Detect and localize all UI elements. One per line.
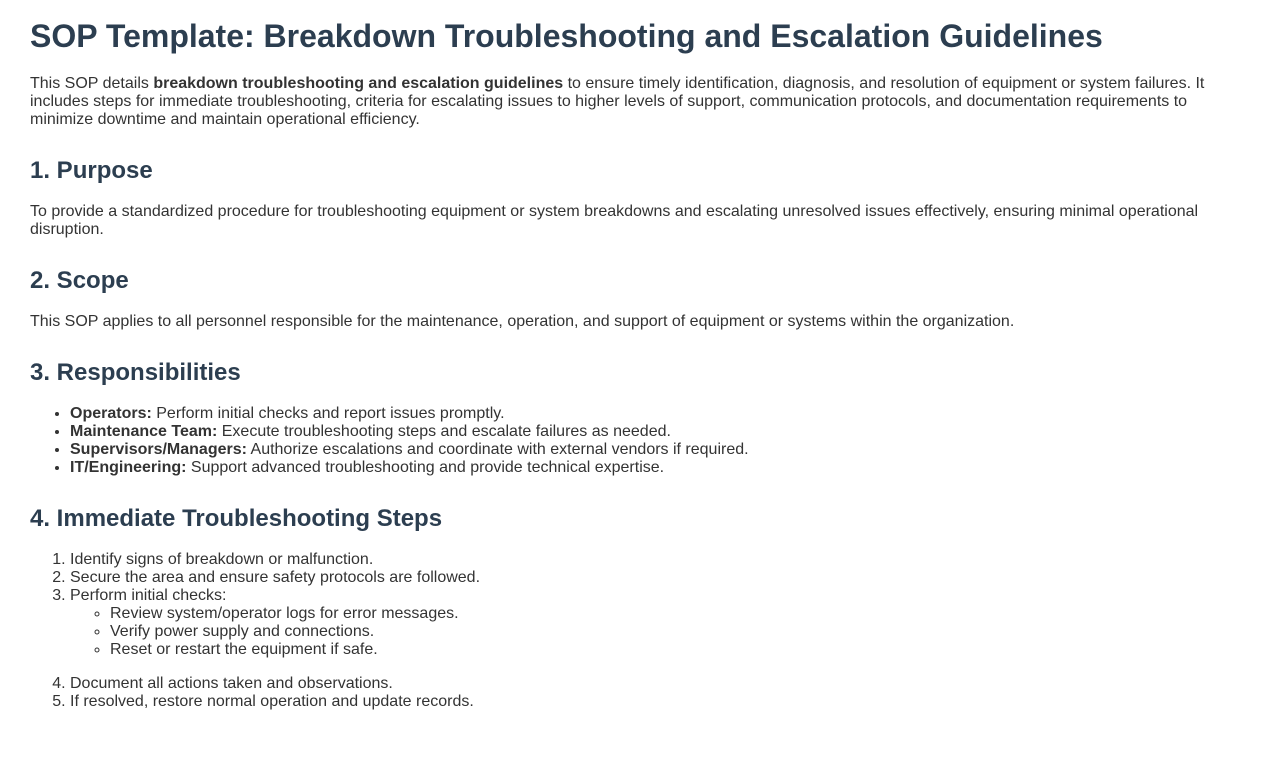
step-item: 5. If resolved, restore normal operation and update records. <box>70 693 1233 711</box>
list-item <box>70 459 1233 477</box>
page-title: SOP Template: Breakdown Troubleshooting and Escalation Guidelines <box>30 18 1103 54</box>
list-item <box>70 441 1233 459</box>
scope-paragraph: This SOP applies to all personnel responsible for the maintenance, operation, and support of equipment or systems within the organization. <box>30 313 1015 330</box>
role-description: Support advanced troubleshooting and provide technical expertise. <box>186 459 665 476</box>
purpose-paragraph: To provide a standardized procedure for troubleshooting equipment or system breakdowns and escalating unresolved issues effectively, ensuring minimal operational disruption. <box>30 203 1199 238</box>
step-text: Perform initial checks: <box>70 587 227 604</box>
role-label: Supervisors/Managers: <box>70 441 247 458</box>
list-item <box>70 423 1233 441</box>
section-heading-purpose: 1. Purpose <box>30 157 153 184</box>
section-heading-responsibilities: 3. Responsibilities <box>30 359 241 386</box>
substep-item: ◦ Verify power supply and connections. <box>110 623 1233 641</box>
sop-document <box>30 18 1233 711</box>
step-item: 4. Document all actions taken and observations. <box>70 675 1233 693</box>
role-label: IT/Engineering: <box>70 459 187 476</box>
intro-paragraph <box>30 75 1233 129</box>
role-label: Operators: <box>70 405 152 422</box>
substep-item: ◦ Reset or restart the equipment if safe. <box>110 641 1233 659</box>
step-item: 2. Secure the area and ensure safety protocols are followed. <box>70 569 1233 587</box>
responsibilities-list <box>30 405 1233 477</box>
intro-text-post: to ensure timely identification, diagnosis, and resolution of equipment or system failures. It includes steps for immediate troubleshooting, criteria for escalating issues to higher levels of support, communication protocols, and documentation requirements to minimize downtime and maintain operational efficiency. <box>30 75 1205 128</box>
step-item: 1. Identify signs of breakdown or malfunction. <box>70 551 1233 569</box>
section-heading-troubleshooting-steps: 4. Immediate Troubleshooting Steps <box>30 505 443 532</box>
section-heading-scope: 2. Scope <box>30 267 129 294</box>
role-description: Execute troubleshooting steps and escalate failures as needed. <box>217 423 671 440</box>
intro-text-pre: This SOP details <box>30 75 154 92</box>
substep-item: ◦ Review system/operator logs for error messages. <box>110 605 1233 623</box>
list-item <box>70 405 1233 423</box>
role-description: Perform initial checks and report issues promptly. <box>151 405 505 422</box>
role-description: Authorize escalations and coordinate with external vendors if required. <box>246 441 749 458</box>
intro-text-bold: breakdown troubleshooting and escalation guidelines <box>153 75 564 92</box>
initial-checks-sublist <box>70 605 1233 659</box>
troubleshooting-steps-list <box>30 551 1233 711</box>
role-label: Maintenance Team: <box>70 423 218 440</box>
step-item <box>70 587 1233 659</box>
